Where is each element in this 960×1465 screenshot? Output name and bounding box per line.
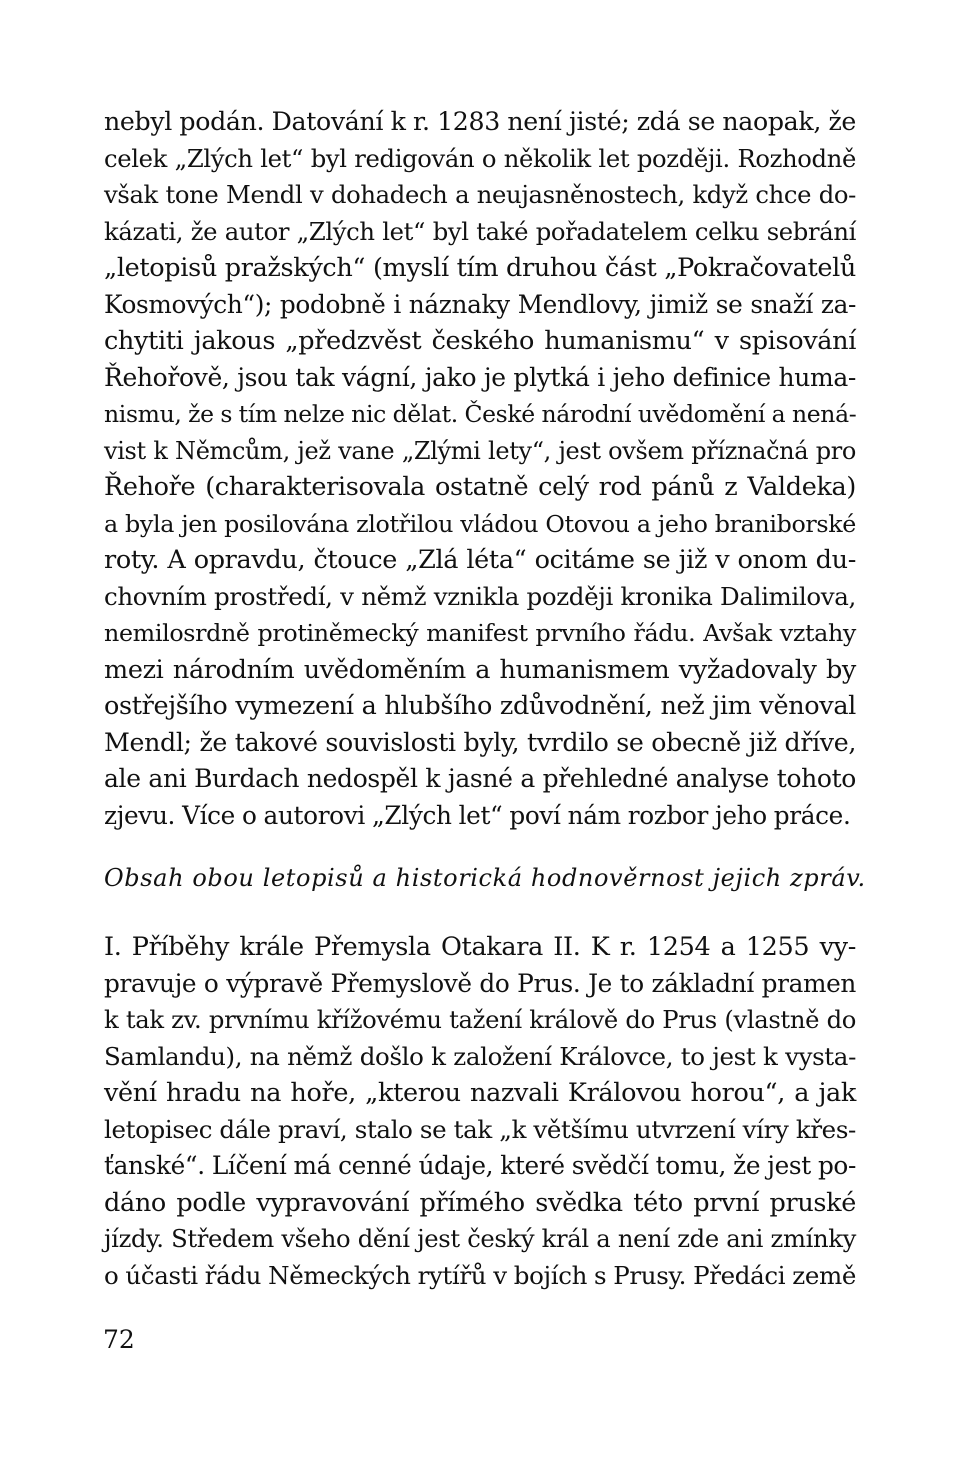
text-line: a byla jen posilována zlotřilou vládou Otovou a jeho braniborské (104, 509, 856, 538)
text-line: nemilosrdně protiněmecký manifest prvního řádu. Avšak vztahy (104, 619, 856, 647)
text-line: Mendl; že takové souvislosti byly, tvrdilo se obecně již dříve, (104, 727, 856, 757)
text-line: Řehoře (charakterisovala ostatně celý rod pánů z Valdeka) (104, 472, 856, 502)
text-line: mezi národním uvědoměním a humanismem vyžadovaly by (104, 654, 856, 685)
text-line: letopisec dále praví, stalo se tak „k většímu utvrzení víry křes- (104, 1114, 856, 1144)
text-line: dáno podle vypravování přímého svědka této první pruské (104, 1187, 856, 1218)
text-line: jízdy. Středem všeho dění jest český král a není zde ani zmínky (104, 1224, 856, 1253)
text-line: Samlandu), na němž došlo k založení Královce, to jest k vysta- (104, 1041, 856, 1071)
text-line: Kosmových“); podobně i náznaky Mendlovy, jimiž se snaží za- (104, 289, 856, 319)
text-line: vist k Němcům, jež vane „Zlými lety“, jest ovšem příznačná pro (104, 436, 856, 465)
text-line: Řehořově, jsou tak vágní, jako je plytká i jeho definice huma- (104, 362, 856, 392)
text-line: vění hradu na hoře, „kterou nazvali Královou horou“, a jak (104, 1078, 856, 1108)
text-line: ostřejšího vymezení a hlubšího zdůvodnění, než jim věnoval (104, 691, 856, 721)
paragraph-1 (104, 104, 856, 834)
text-line: nismu, že s tím nelze nic dělat. České národní uvědomění a nená- (104, 400, 857, 428)
text-line: pravuje o výpravě Přemyslově do Prus. Je to základní pramen (104, 968, 856, 998)
paragraph-2 (104, 929, 856, 1294)
text-line: „letopisů pražských“ (myslí tím druhou část „Pokračovatelů (104, 253, 856, 283)
page-number: 72 (103, 1325, 135, 1354)
text-line: chytiti jakous „předzvěst českého humanismu“ v spisování (104, 326, 856, 356)
text-line: ale ani Burdach nedospěl k jasné a přehledné analyse tohoto (104, 764, 856, 793)
text-line: kázati, že autor „Zlých let“ byl také pořadatelem celku sebrání (104, 216, 856, 246)
text-line: k tak zv. prvnímu křížovému tažení králově do Prus (vlastně do (104, 1005, 856, 1034)
text-line: o účasti řádu Německých rytířů v bojích s Prusy. Předáci země (104, 1260, 856, 1290)
text-line: nebyl podán. Datování k r. 1283 není jisté; zdá se naopak, že (104, 107, 856, 136)
text-line: roty. A opravdu, čtouce „Zlá léta“ ocitáme se již v onom du- (104, 545, 856, 575)
text-line: celek „Zlých let“ byl redigován o několik let později. Rozhodně (104, 143, 856, 173)
text-line: I. Příběhy krále Přemysla Otakara II. K r. 1254 a 1255 vy- (104, 932, 856, 962)
text-line: ťanské“. Líčení má cenné údaje, které svědčí tomu, že jest po- (104, 1151, 856, 1180)
text-line: chovním prostředí, v němž vznikla později kronika Dalimilova, (104, 581, 856, 611)
text-line: však tone Mendl v dohadech a neujasněnostech, když chce do- (104, 180, 856, 209)
section-heading: Obsah obou letopisů a historická hodnověrnost jejich zpráv. (104, 864, 866, 892)
text-line: zjevu. Více o autorovi „Zlých let“ poví nám rozbor jeho práce. (104, 800, 851, 830)
